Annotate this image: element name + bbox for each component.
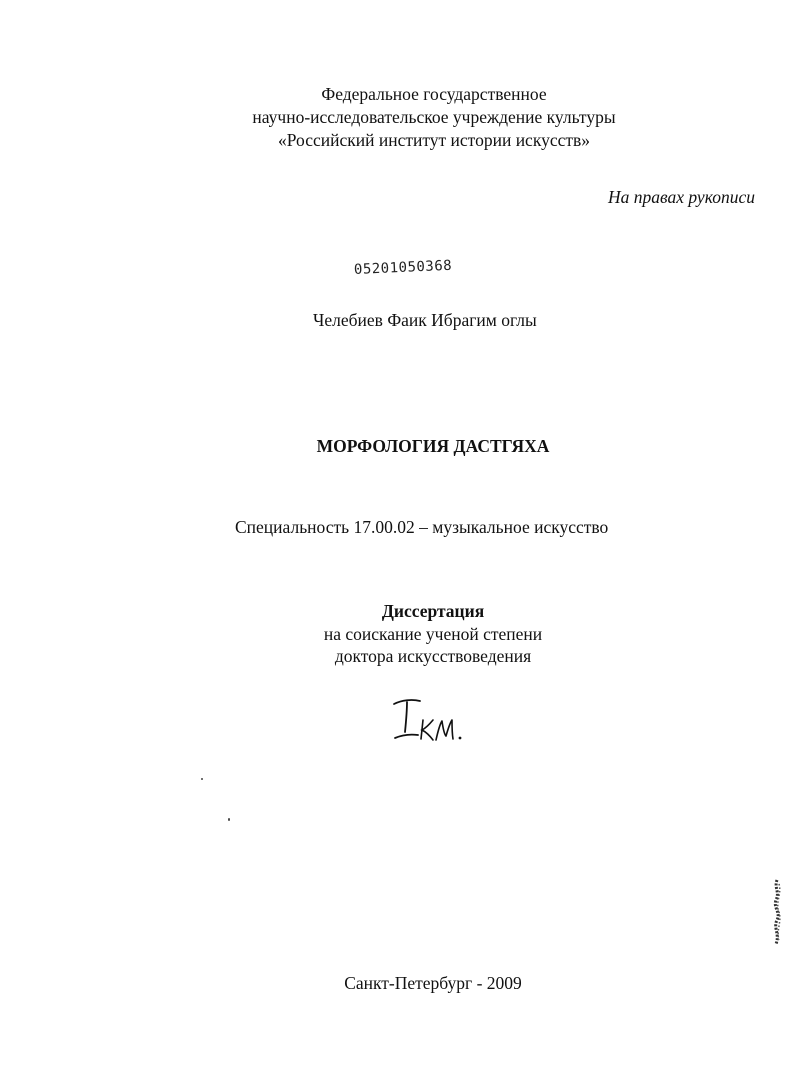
institution-line-3: «Российский институт истории искусств»	[277, 130, 591, 150]
catalog-stamp-number: 05201050368	[353, 257, 453, 278]
handwritten-volume-note	[390, 696, 470, 746]
degree-line-2: доктора искусствоведения	[334, 646, 532, 666]
institution-line-1: Федеральное государственное	[321, 84, 547, 104]
city-and-year: Санкт-Петербург - 2009	[344, 973, 522, 993]
degree-block	[0, 600, 793, 667]
binding-edge-mark	[770, 878, 784, 948]
institution-header	[0, 83, 793, 152]
degree-line-1: на соискание ученой степени	[323, 624, 543, 644]
scan-speck	[201, 778, 203, 780]
dissertation-title: МОРФОЛОГИЯ ДАСТГЯХА	[316, 436, 550, 456]
author-name: Челебиев Фаик Ибрагим оглы	[313, 310, 537, 330]
scan-speck	[228, 818, 230, 821]
institution-line-2: научно-исследовательское учреждение культуры	[252, 107, 616, 127]
manuscript-rights-note: На правах рукописи	[608, 187, 755, 207]
degree-heading: Диссертация	[381, 601, 485, 621]
specialty-line: Специальность 17.00.02 – музыкальное искусство	[235, 517, 609, 537]
